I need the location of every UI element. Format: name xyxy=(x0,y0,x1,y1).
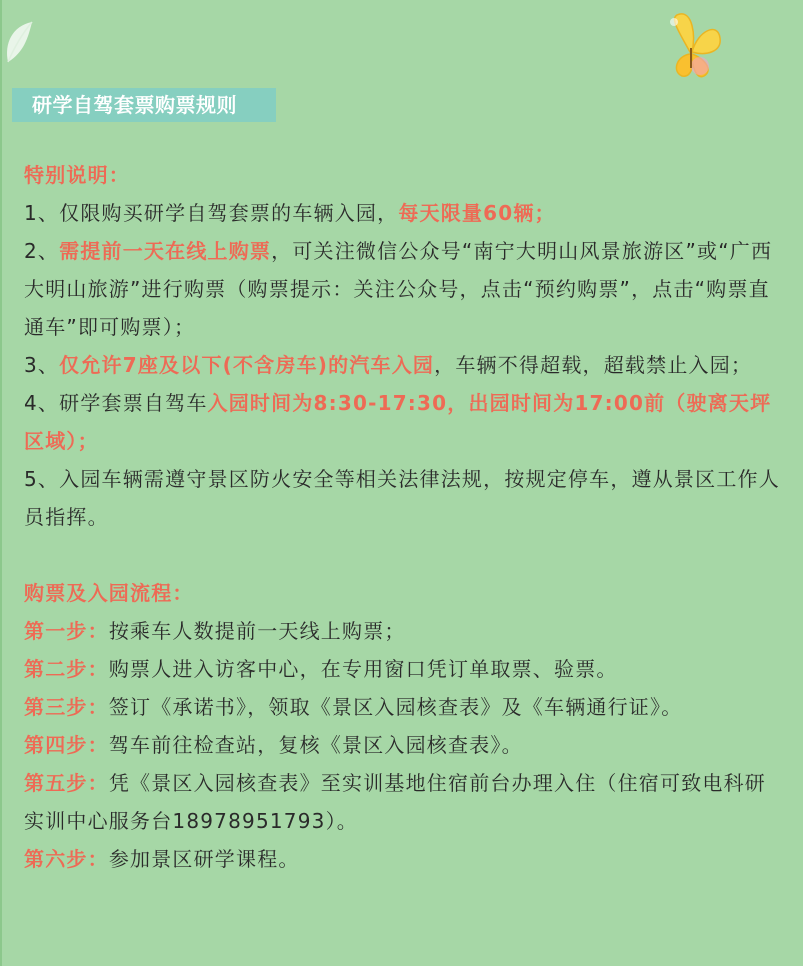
rule-item-4 xyxy=(24,384,780,460)
step-label: 第三步： xyxy=(24,695,109,719)
rule-text: 1、仅限购买研学自驾套票的车辆入园， xyxy=(24,201,399,225)
step-label: 第五步： xyxy=(24,771,109,795)
rule-text: 3、 xyxy=(24,353,60,377)
step-text: 签订《承诺书》，领取《景区入园核查表》及《车辆通行证》。 xyxy=(108,695,683,719)
process-step-4 xyxy=(24,726,780,764)
rule-highlight: 每天限量60辆； xyxy=(398,201,556,225)
rule-highlight: 需提前一天在线上购票 xyxy=(59,239,272,263)
process-step-3 xyxy=(24,688,780,726)
process-step-6 xyxy=(24,840,780,878)
rule-text: 4、研学套票自驾车 xyxy=(24,391,208,415)
step-label: 第一步： xyxy=(24,619,109,643)
step-label: 第二步： xyxy=(24,657,109,681)
step-text: 参加景区研学课程。 xyxy=(108,847,300,871)
step-label: 第四步： xyxy=(24,733,109,757)
process-heading: 购票及入园流程： xyxy=(24,581,194,605)
rules-content xyxy=(24,156,780,878)
rule-text: ，可关注微信公众号“南宁大明山风景旅游区”或“广西大明山旅游”进行购票（购票提示：关注公众号，点击“预约购票”，点击“购票直通车”即可购票）； xyxy=(24,239,773,339)
rule-item-1 xyxy=(24,194,780,232)
rule-text: ，车辆不得超载，超载禁止入园； xyxy=(434,353,753,377)
step-text: 驾车前往检查站，复核《景区入园核查表》。 xyxy=(108,733,523,757)
butterfly-icon xyxy=(660,12,724,88)
step-label: 第六步： xyxy=(24,847,109,871)
section-gap xyxy=(24,536,780,574)
rule-text: 5、入园车辆需遵守景区防火安全等相关法律法规，按规定停车，遵从景区工作人员指挥。 xyxy=(24,467,780,529)
process-step-1 xyxy=(24,612,780,650)
process-step-5 xyxy=(24,764,780,840)
rule-item-5 xyxy=(24,460,780,536)
rule-highlight: 仅允许7座及以下(不含房车)的汽车入园 xyxy=(59,353,435,377)
rule-highlight: 入园时间为8:30-17:30，出园时间为17:00前（驶离天坪区域）； xyxy=(24,391,772,453)
special-heading: 特别说明： xyxy=(24,163,130,187)
process-step-2 xyxy=(24,650,780,688)
step-text: 购票人进入访客中心，在专用窗口凭订单取票、验票。 xyxy=(108,657,618,681)
step-text: 凭《景区入园核查表》至实训基地住宿前台办理入住（住宿可致电科研实训中心服务台18978951793）。 xyxy=(24,771,767,833)
page-title: 研学自驾套票购票规则 xyxy=(12,88,276,122)
rule-item-3 xyxy=(24,346,780,384)
rule-text: 2、 xyxy=(24,239,60,263)
leaf-icon xyxy=(2,18,36,66)
step-text: 按乘车人数提前一天线上购票； xyxy=(108,619,406,643)
rule-item-2 xyxy=(24,232,780,346)
